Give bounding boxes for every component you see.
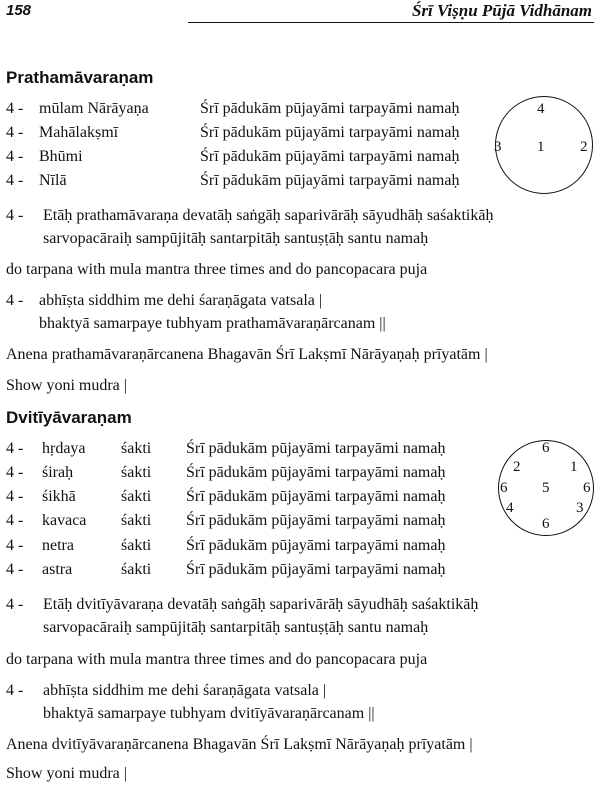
diagram-number: 6 [542, 516, 550, 532]
invocation-line: Etāḥ dvitīyāvaraṇa devatāḥ saṅgāḥ saparivārāḥ sāyudhāḥ saśaktikāḥ [43, 596, 479, 613]
row-number: 4 - [6, 464, 24, 481]
row-number: 4 - [6, 488, 24, 505]
running-title: Śrī Viṣṇu Pūjā Vidhānam [411, 1, 592, 20]
diagram-number: 6 [542, 440, 550, 456]
row-number: 4 - [6, 561, 24, 578]
deity-name: Bhūmi [39, 148, 83, 165]
row-number: 4 - [6, 537, 24, 554]
diagram-number: 1 [537, 139, 545, 155]
instruction-text: do tarpana with mula mantra three times and do pancopacara puja [6, 261, 428, 278]
mantra-text: Śrī pādukām pūjayāmi tarpayāmi namaḥ [200, 172, 460, 189]
page-number: 158 [6, 2, 32, 19]
row-number: 4 - [6, 148, 24, 165]
section-heading-prathamavaranam: Prathamāvaraṇam [6, 68, 154, 87]
mantra-text: Śrī pādukām pūjayāmi tarpayāmi namaḥ [186, 440, 446, 457]
anga-name: astra [42, 561, 73, 578]
deity-name: Nīlā [39, 172, 67, 189]
instruction-text: do tarpana with mula mantra three times and do pancopacara puja [6, 651, 428, 668]
mantra-text: Śrī pādukām pūjayāmi tarpayāmi namaḥ [186, 488, 446, 505]
prayer-number: 4 - [6, 682, 24, 699]
shakti-label: śakti [121, 488, 152, 505]
prayer-line: bhaktyā samarpaye tubhyam dvitīyāvaraṇārcanam || [43, 705, 375, 722]
invocation-line: Etāḥ prathamāvaraṇa devatāḥ saṅgāḥ saparivārāḥ sāyudhāḥ saśaktikāḥ [43, 207, 494, 224]
mudra-text: Show yoni mudra | [6, 765, 127, 782]
invocation-line: sarvopacāraiḥ sampūjitāḥ santarpitāḥ santuṣṭāḥ santu namaḥ [43, 230, 429, 247]
offering-text: Anena prathamāvaraṇārcanena Bhagavān Śrī Lakṣmī Nārāyaṇaḥ prīyatām | [6, 346, 488, 363]
diagram-number: 3 [494, 139, 502, 155]
mantra-text: Śrī pādukām pūjayāmi tarpayāmi namaḥ [200, 124, 460, 141]
row-number: 4 - [6, 440, 24, 457]
shakti-label: śakti [121, 537, 152, 554]
mantra-text: Śrī pādukām pūjayāmi tarpayāmi namaḥ [200, 100, 460, 117]
diagram-number: 2 [580, 139, 588, 155]
mantra-text: Śrī pādukām pūjayāmi tarpayāmi namaḥ [186, 512, 446, 529]
mantra-text: Śrī pādukām pūjayāmi tarpayāmi namaḥ [186, 561, 446, 578]
section-heading-dvitiyavaranam: Dvitīyāvaraṇam [6, 408, 132, 427]
mantra-text: Śrī pādukām pūjayāmi tarpayāmi namaḥ [186, 537, 446, 554]
invocation-number: 4 - [6, 596, 24, 613]
row-number: 4 - [6, 100, 24, 117]
diagram-number: 6 [500, 480, 508, 496]
shakti-label: śakti [121, 561, 152, 578]
diagram-number: 4 [537, 101, 545, 117]
shakti-label: śakti [121, 464, 152, 481]
diagram-number: 4 [506, 500, 514, 516]
anga-name: hṛdaya [42, 440, 86, 457]
deity-name: mūlam Nārāyaṇa [39, 100, 149, 117]
diagram-number: 5 [542, 480, 550, 496]
mantra-text: Śrī pādukām pūjayāmi tarpayāmi namaḥ [200, 148, 460, 165]
invocation-line: sarvopacāraiḥ sampūjitāḥ santarpitāḥ santuṣṭāḥ santu namaḥ [43, 619, 429, 636]
diagram-number: 1 [570, 459, 578, 475]
prayer-number: 4 - [6, 292, 24, 309]
diagram-number: 3 [576, 500, 584, 516]
mudra-text: Show yoni mudra | [6, 377, 127, 394]
prayer-line: abhīṣta siddhim me dehi śaraṇāgata vatsala | [39, 292, 323, 309]
header-rule [188, 22, 594, 23]
offering-text: Anena dvitīyāvaraṇārcanena Bhagavān Śrī Lakṣmī Nārāyaṇaḥ prīyatām | [6, 736, 473, 753]
deity-name: Mahālakṣmī [39, 124, 119, 141]
row-number: 4 - [6, 172, 24, 189]
anga-name: kavaca [42, 512, 87, 529]
row-number: 4 - [6, 512, 24, 529]
mantra-text: Śrī pādukām pūjayāmi tarpayāmi namaḥ [186, 464, 446, 481]
shakti-label: śakti [121, 512, 152, 529]
anga-name: śikhā [42, 488, 76, 505]
prayer-line: abhīṣta siddhim me dehi śaraṇāgata vatsala | [43, 682, 327, 699]
anga-name: netra [42, 537, 74, 554]
prayer-line: bhaktyā samarpaye tubhyam prathamāvaraṇārcanam || [39, 315, 386, 332]
shakti-label: śakti [121, 440, 152, 457]
row-number: 4 - [6, 124, 24, 141]
invocation-number: 4 - [6, 207, 24, 224]
diagram-number: 6 [583, 480, 591, 496]
anga-name: śiraḥ [42, 464, 74, 481]
diagram-number: 2 [513, 459, 521, 475]
